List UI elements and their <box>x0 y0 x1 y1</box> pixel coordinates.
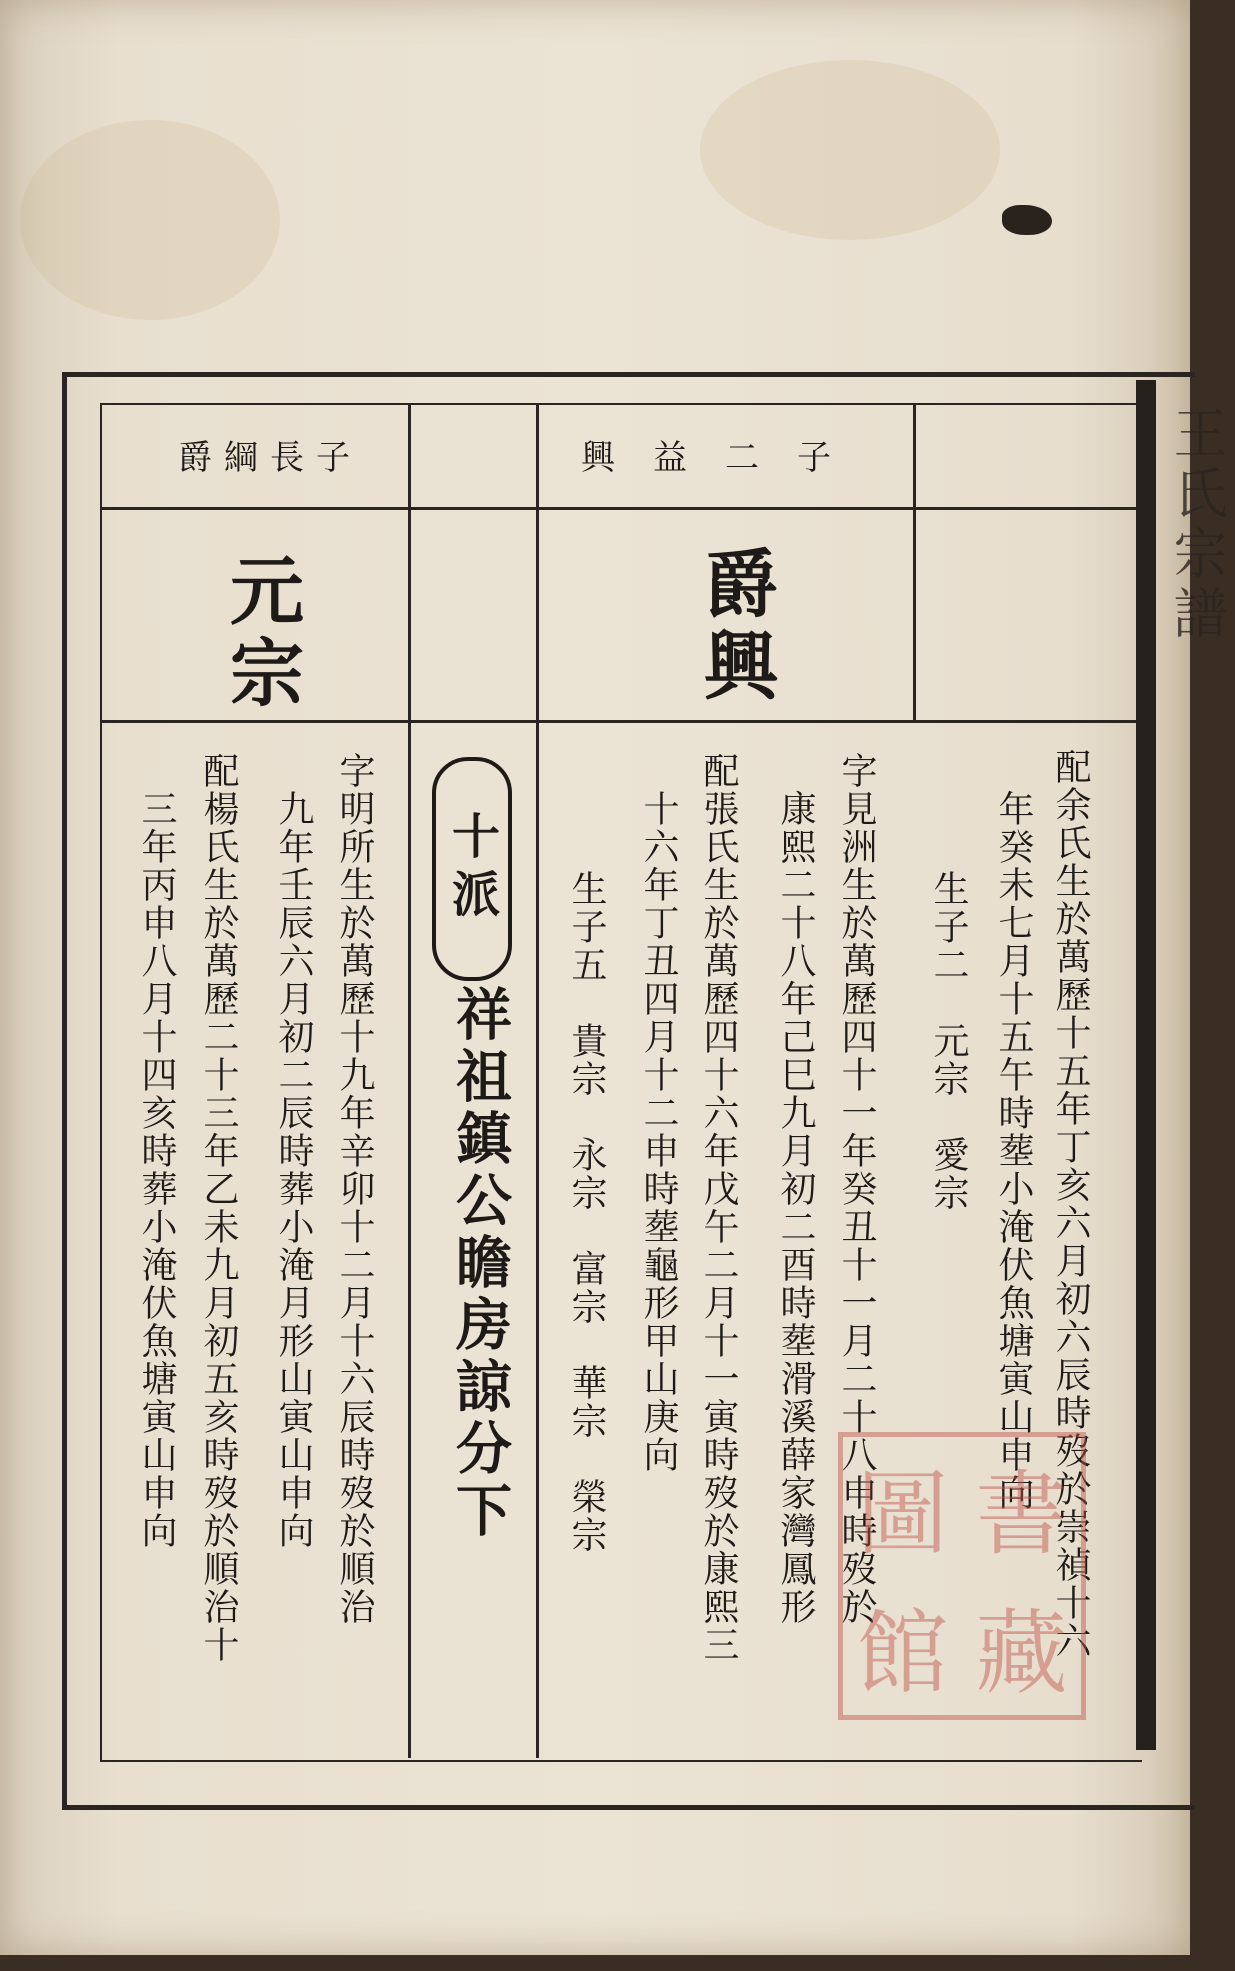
fold-margin <box>1136 380 1156 1750</box>
record-column: 生子五 貴宗 永宗 富宗 華宗 榮宗 <box>566 870 607 1554</box>
record-column: 字見洲生於萬歷四十一年癸丑十一月二十八申時歿於 <box>836 752 877 1626</box>
column-divider <box>408 403 411 1758</box>
column-divider <box>913 403 916 723</box>
record-column: 字明所生於萬歷十九年辛卯十二月十六辰時歿於順治 <box>334 752 375 1626</box>
seal-char: 館 <box>856 1599 949 1707</box>
worm-hole <box>1002 205 1052 235</box>
seal-char: 圖 <box>856 1460 949 1568</box>
record-column: 年癸未七月十五午時塟小淹伏魚塘寅山申向 <box>993 790 1034 1512</box>
paper-stain <box>700 60 1000 240</box>
seal-char: 書 <box>975 1460 1068 1568</box>
record-column: 九年壬辰六月初二辰時葬小淹月形山寅山申向 <box>273 790 314 1550</box>
header-label-left: 爵綱長子 <box>178 438 362 478</box>
paper-stain <box>20 120 280 320</box>
record-column: 配余氏生於萬歷十五年丁亥六月初六辰時歿於崇禎十六 <box>1050 748 1091 1660</box>
header-label-right: 興益二子 <box>581 438 869 478</box>
column-divider <box>536 403 539 1758</box>
name-rule <box>100 720 1136 723</box>
spine-title: 王氏宗譜 <box>1165 405 1228 645</box>
header-rule <box>100 507 1136 510</box>
record-column: 配張氏生於萬歷四十六年戊午二月十一寅時歿於康熙三 <box>698 752 739 1664</box>
seal-char: 藏 <box>975 1599 1068 1707</box>
branch-banner: 祥祖鎮公瞻房諒分下 <box>447 985 513 1543</box>
badge-text: 十派 <box>443 811 500 927</box>
record-column: 配楊氏生於萬歷二十三年乙未九月初五亥時歿於順治十 <box>198 752 239 1664</box>
record-column: 生子二 元宗 愛宗 <box>928 870 969 1212</box>
generation-badge <box>432 757 512 981</box>
name-jue-xing: 爵興 <box>692 545 778 709</box>
record-column: 十六年丁丑四月十二申時塟龜形甲山庚向 <box>638 790 679 1474</box>
name-yuan-zong: 元宗 <box>218 552 304 716</box>
library-seal-stamp <box>838 1432 1086 1720</box>
record-column: 康熙二十八年己巳九月初二酉時塟滑溪薛家灣鳳形 <box>775 790 816 1626</box>
record-column: 三年丙申八月十四亥時葬小淹伏魚塘寅山申向 <box>136 790 177 1550</box>
